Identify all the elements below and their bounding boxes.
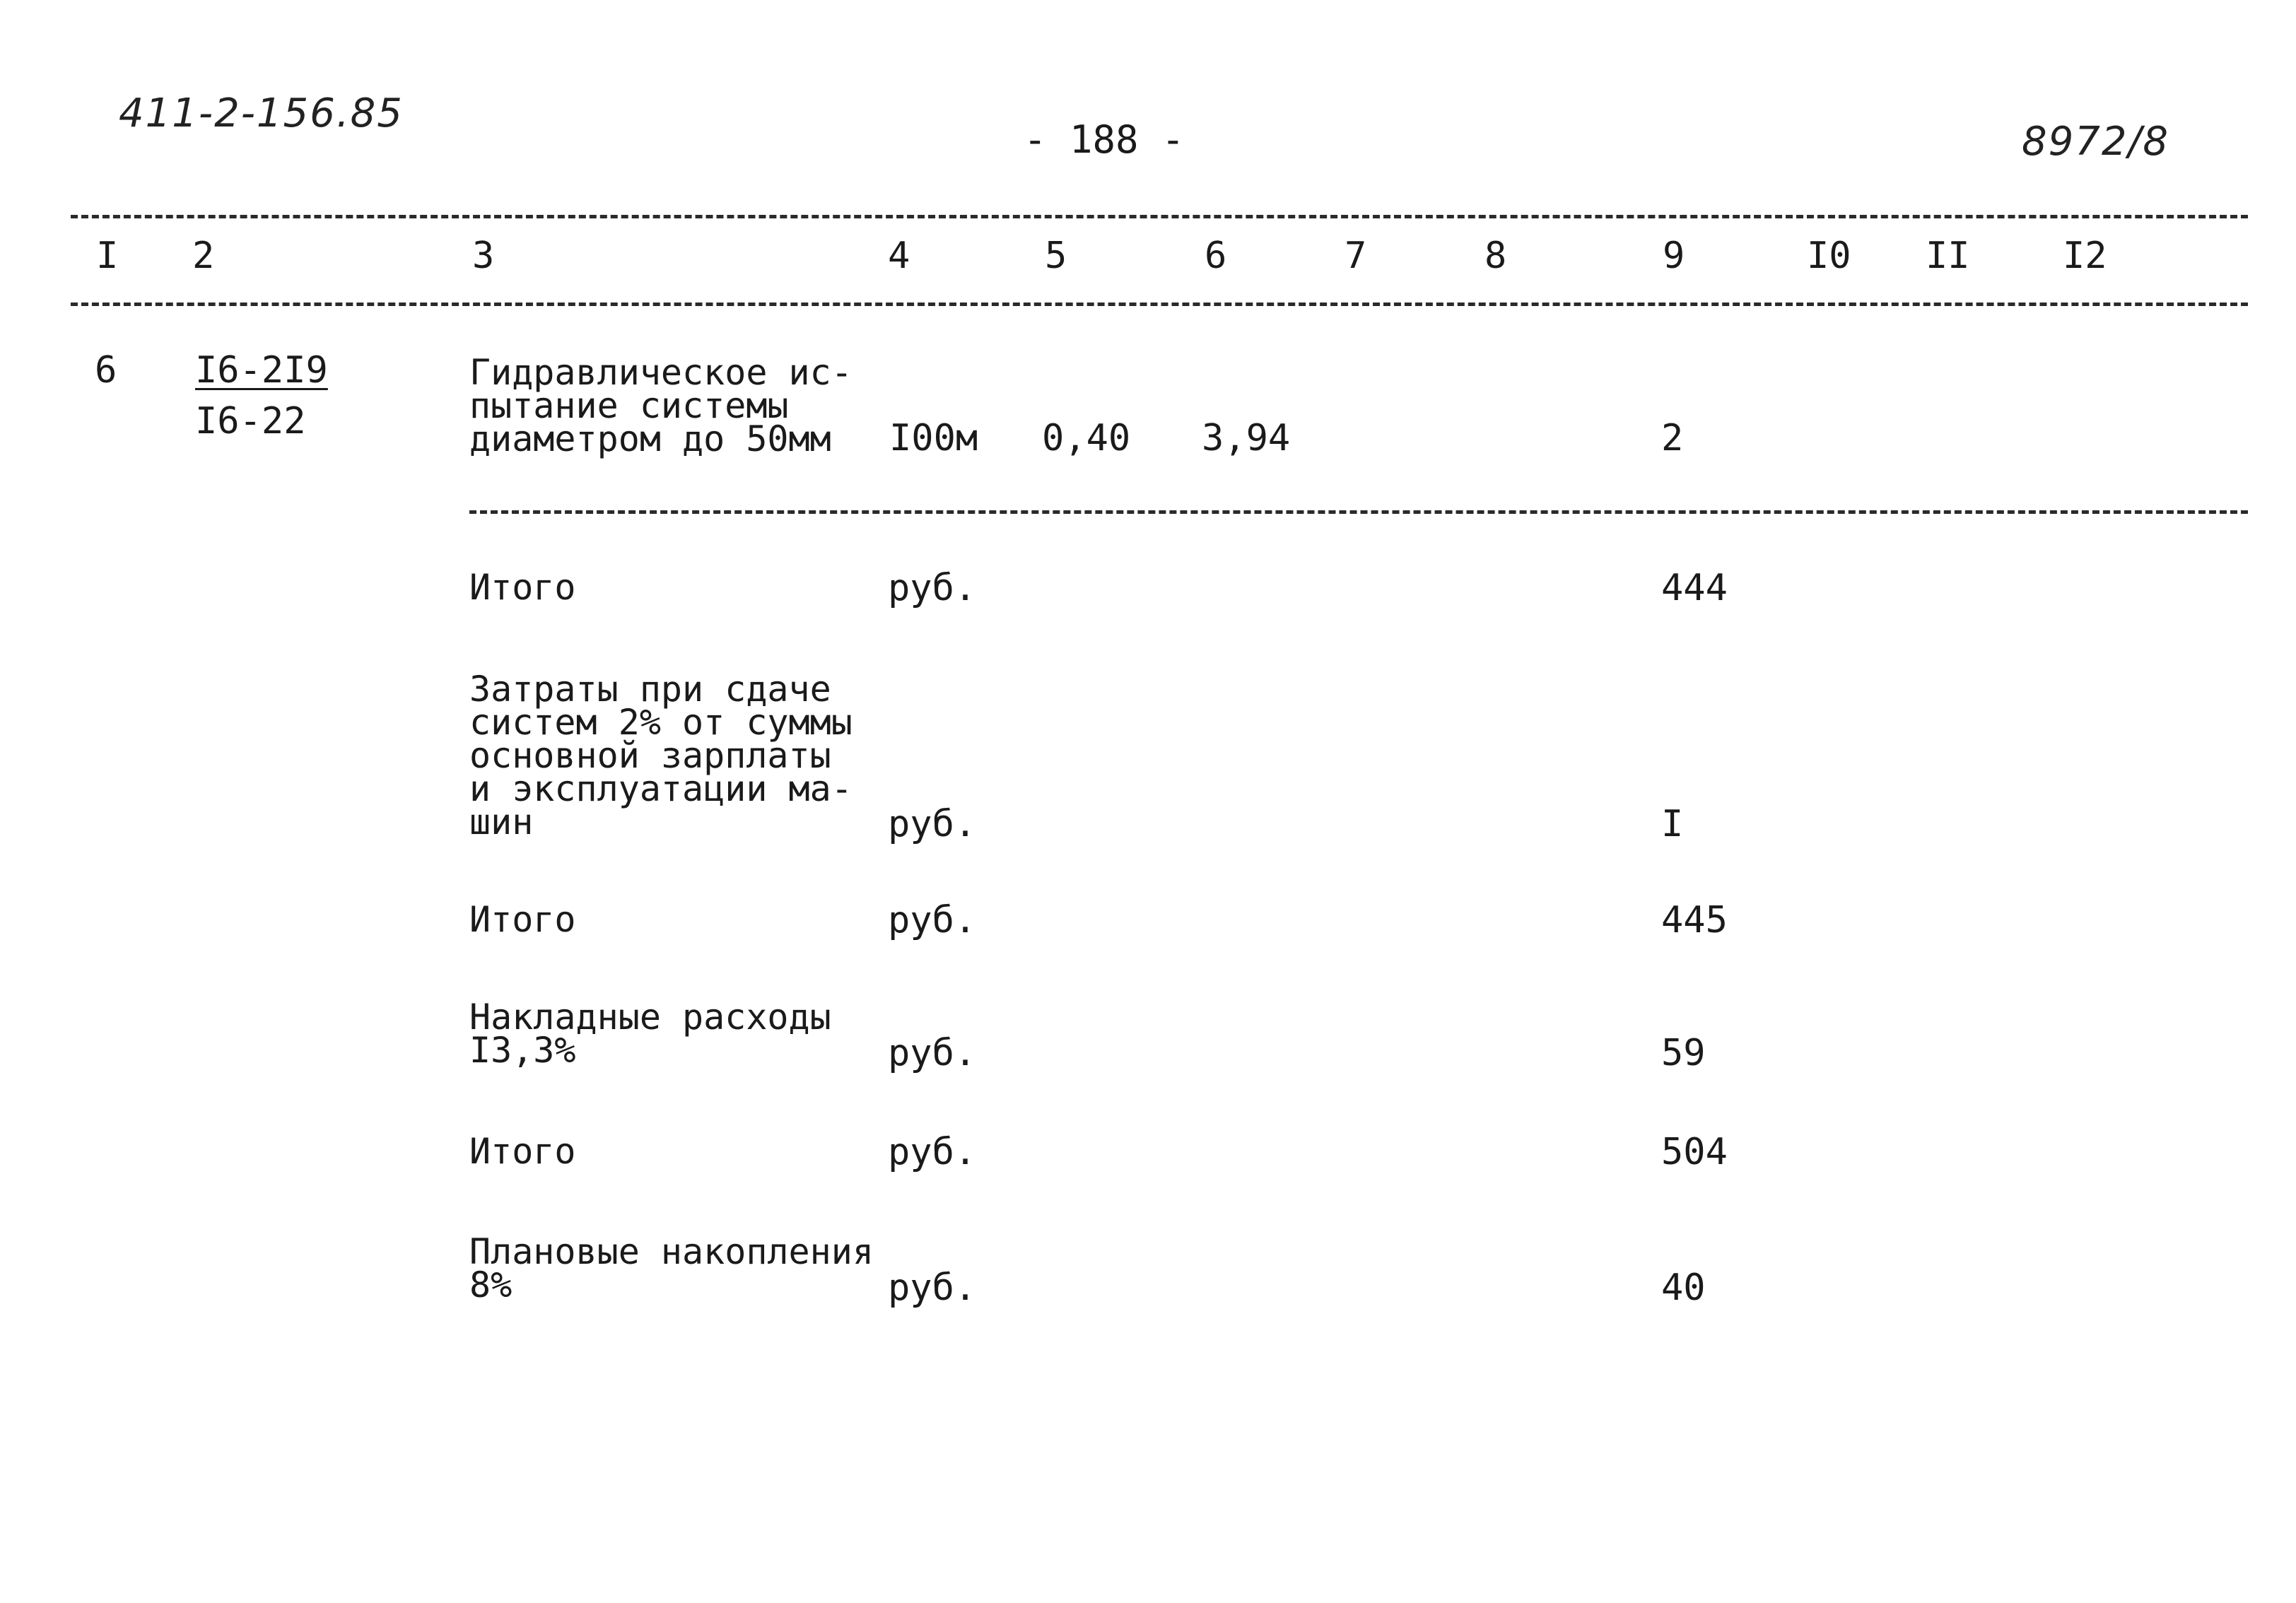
work-description: Гидравлическое ис- пытание системы диаметром до 50мм (469, 352, 853, 459)
summary-label: Затраты при сдаче систем 2% от суммы основной зарплаты и эксплуатации ма- шин (469, 669, 853, 842)
quantity: 0,40 (1042, 417, 1131, 459)
summary-unit: руб. (888, 803, 977, 845)
column-header: 8 (1484, 235, 1507, 277)
summary-label: Накладные расходы I3,3% (469, 997, 831, 1071)
norm-code-primary: I6-2I9 (195, 349, 328, 392)
summary-value: 444 (1661, 567, 1728, 609)
column-header: 5 (1045, 235, 1067, 277)
summary-unit: руб. (888, 1131, 977, 1173)
column-header: I2 (2063, 235, 2107, 277)
column-header: I (96, 235, 119, 277)
summary-label: Итого (469, 899, 576, 940)
column-header: 3 (472, 235, 495, 277)
unit: I00м (889, 417, 978, 459)
row-number: 6 (95, 349, 117, 392)
column-header: II (1926, 235, 1970, 277)
norm-code-secondary: I6-22 (195, 400, 306, 442)
document-code: 411-2-156.85 (119, 90, 404, 136)
unit-price: 3,94 (1202, 417, 1291, 459)
table-header-top-rule (71, 215, 2248, 218)
summary-value: 445 (1661, 899, 1728, 941)
entry-bottom-rule (469, 510, 2248, 514)
summary-unit: руб. (888, 899, 977, 941)
summary-value: 504 (1661, 1131, 1728, 1173)
summary-value: 59 (1661, 1032, 1706, 1074)
page-number: - 188 - (1024, 117, 1185, 162)
summary-unit: руб. (888, 1267, 977, 1309)
summary-value: I (1661, 803, 1684, 845)
summary-label: Плановые накопления 8% (469, 1231, 874, 1305)
summary-label: Итого (469, 1131, 576, 1172)
column-header: 7 (1345, 235, 1367, 277)
summary-value: 40 (1661, 1267, 1706, 1309)
column-header: 4 (888, 235, 910, 277)
summary-unit: руб. (888, 567, 977, 609)
column-header: 9 (1663, 235, 1685, 277)
column-header: I0 (1807, 235, 1851, 277)
summary-label: Итого (469, 567, 576, 608)
total-cost: 2 (1661, 417, 1684, 459)
table-header-bottom-rule (71, 303, 2248, 306)
column-header: 6 (1205, 235, 1227, 277)
column-header: 2 (192, 235, 215, 277)
summary-unit: руб. (888, 1032, 977, 1074)
sheet-code: 8972/8 (2022, 119, 2170, 165)
